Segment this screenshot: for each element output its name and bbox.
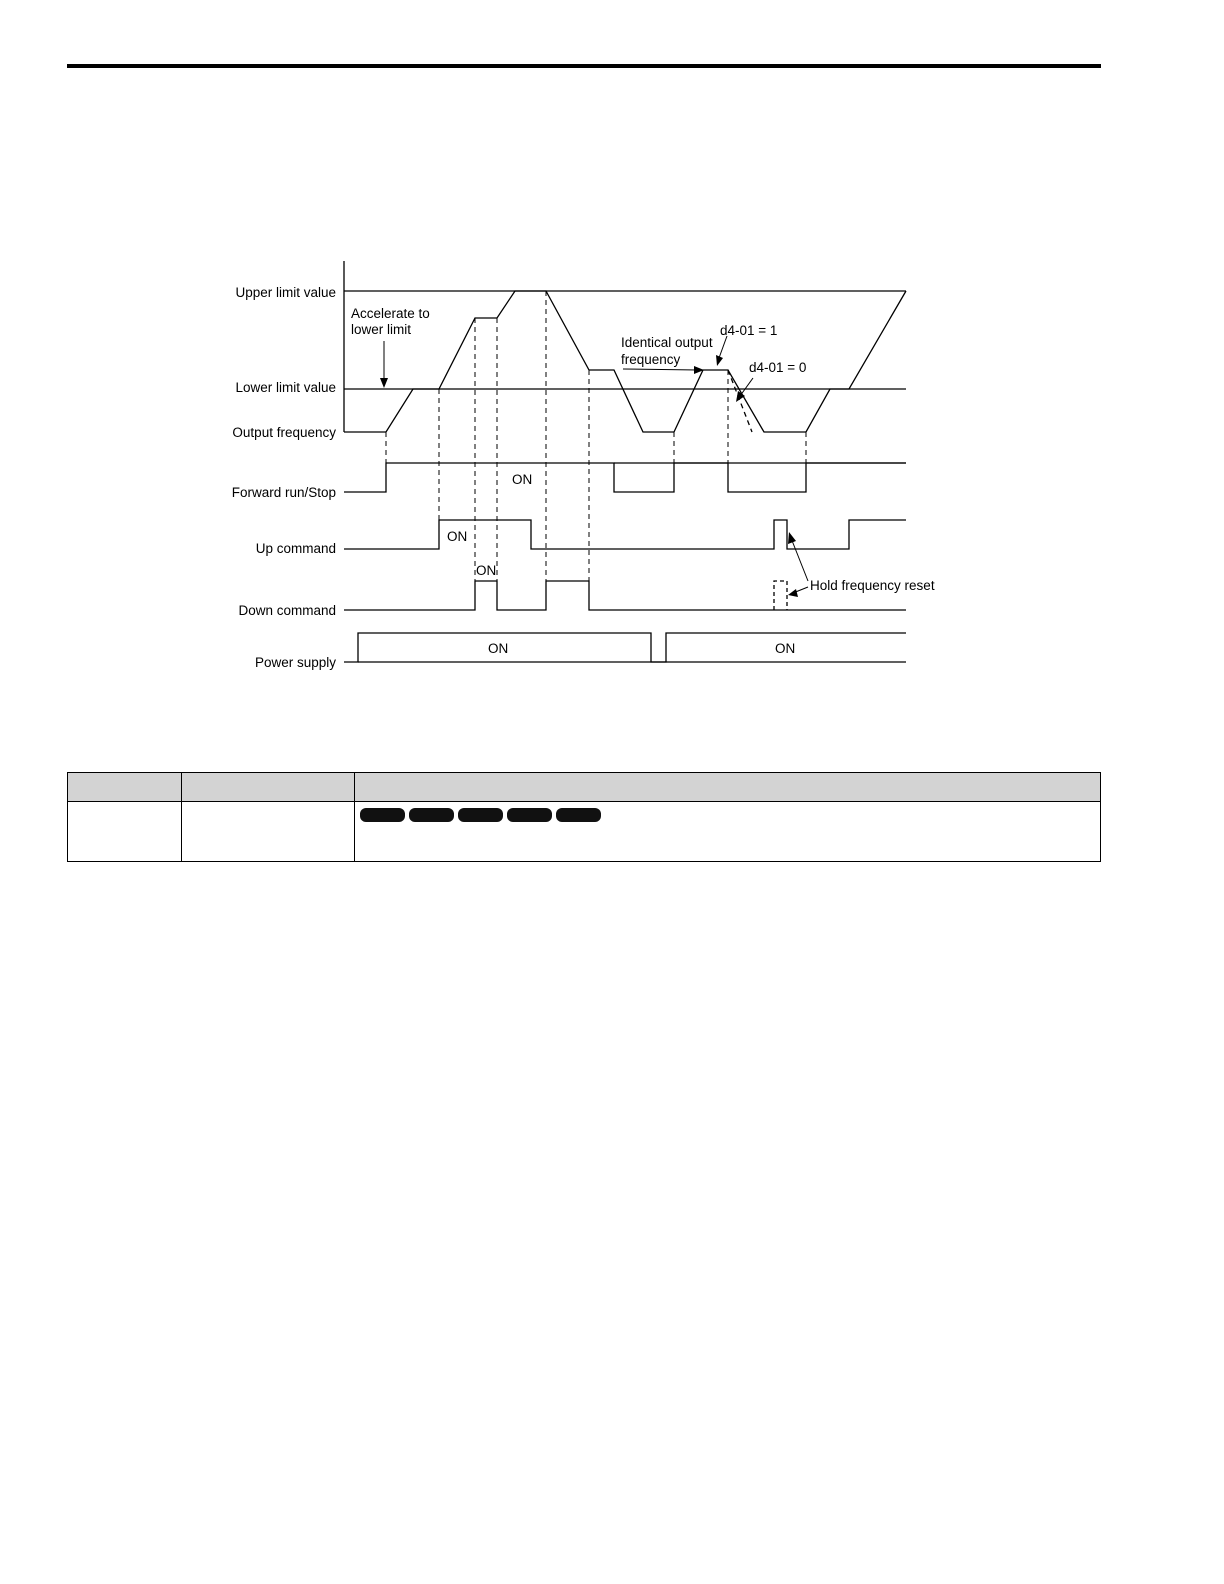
table-header-cell xyxy=(355,773,1101,802)
guide-lines xyxy=(386,291,806,610)
hold-reset-annotation: Hold frequency reset xyxy=(810,578,935,593)
control-mode-badge xyxy=(409,808,454,822)
table-header-row xyxy=(68,773,1101,802)
control-mode-badges xyxy=(355,802,1100,822)
d4-01-zero-annotation: d4-01 = 0 xyxy=(749,360,807,375)
table-header-cell xyxy=(68,773,182,802)
hold-reset-arrow-up xyxy=(791,538,808,581)
d4-01-zero-branch xyxy=(728,370,752,432)
lower-limit-label: Lower limit value xyxy=(235,380,336,395)
power-supply-on-1: ON xyxy=(488,641,509,656)
up-command-signal xyxy=(344,520,906,549)
parameter-table xyxy=(67,772,1101,862)
d4-01-one-annotation: d4-01 = 1 xyxy=(720,323,778,338)
forward-run-label: Forward run/Stop xyxy=(231,485,336,500)
table-cell xyxy=(68,802,182,862)
down-command-dashed-pulse xyxy=(774,581,787,610)
d4-01-zero-arrow xyxy=(740,378,753,396)
power-supply-on-2: ON xyxy=(775,641,796,656)
timing-diagram xyxy=(0,0,1224,700)
table-cell-description xyxy=(355,802,1101,862)
identical-annotation-1: Identical output xyxy=(621,335,713,350)
power-supply-label: Power supply xyxy=(254,655,336,670)
accelerate-annotation-1: Accelerate to xyxy=(351,306,430,321)
table-row xyxy=(68,802,1101,862)
accelerate-annotation-2: lower limit xyxy=(351,322,412,337)
forward-run-signal xyxy=(344,463,906,492)
table-header-cell xyxy=(182,773,355,802)
identical-annotation-2: frequency xyxy=(621,352,681,367)
down-command-label: Down command xyxy=(238,603,336,618)
power-supply-signal xyxy=(344,633,906,662)
identical-arrow xyxy=(623,369,697,370)
output-frequency-label: Output frequency xyxy=(232,425,336,440)
control-mode-badge xyxy=(556,808,601,822)
forward-run-on: ON xyxy=(512,472,533,487)
up-command-on: ON xyxy=(447,529,468,544)
d4-01-one-arrow xyxy=(719,336,727,358)
table-cell xyxy=(182,802,355,862)
upper-limit-label: Upper limit value xyxy=(235,285,336,300)
down-command-on: ON xyxy=(476,563,497,578)
control-mode-badge xyxy=(360,808,405,822)
control-mode-badge xyxy=(458,808,503,822)
control-mode-badge xyxy=(507,808,552,822)
up-command-label: Up command xyxy=(255,541,336,556)
